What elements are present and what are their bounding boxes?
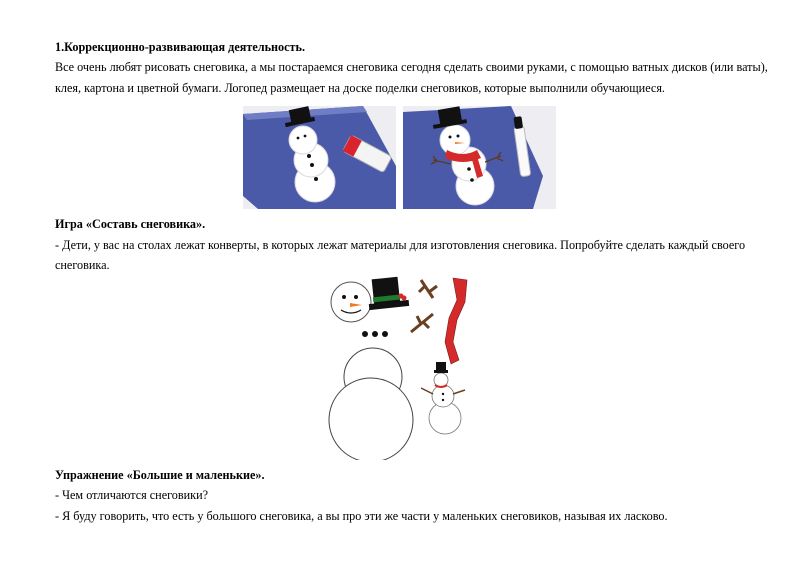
game-text-line-2: снеговика. <box>55 258 110 272</box>
exercise-text-line-2: - Я буду говорить, что есть у большого снеговика, а вы про эти же части у маленьких снеговиков, называя их ласково. <box>55 509 668 523</box>
snowman-craft-photo-scarf <box>403 106 556 209</box>
snowman-parts-sheet <box>325 272 475 460</box>
snowman-craft-photo-glue <box>243 106 396 209</box>
game-heading: Игра «Составь снеговика». <box>55 217 206 231</box>
exercise-heading: Упражнение «Большие и маленькие». <box>55 468 265 482</box>
section-heading-correction: 1.Коррекционно-развивающая деятельность. <box>55 40 306 54</box>
section-paragraph-line-2: клея, картона и цветной бумаги. Логопед размещает на доске поделки снеговиков, которые выполнили обучающиеся. <box>55 81 665 95</box>
exercise-text-line-1: - Чем отличаются снеговики? <box>55 488 209 502</box>
game-text-line-1: - Дети, у вас на столах лежат конверты, в которых лежат материалы для изготовления снеговика. Попробуйте сделать каждый своего <box>55 238 746 252</box>
section-paragraph-line-1: Все очень любят рисовать снеговика, а мы постараемся снеговика сегодня сделать своими руками, с помощью ватных дисков (или ваты), <box>55 60 768 74</box>
